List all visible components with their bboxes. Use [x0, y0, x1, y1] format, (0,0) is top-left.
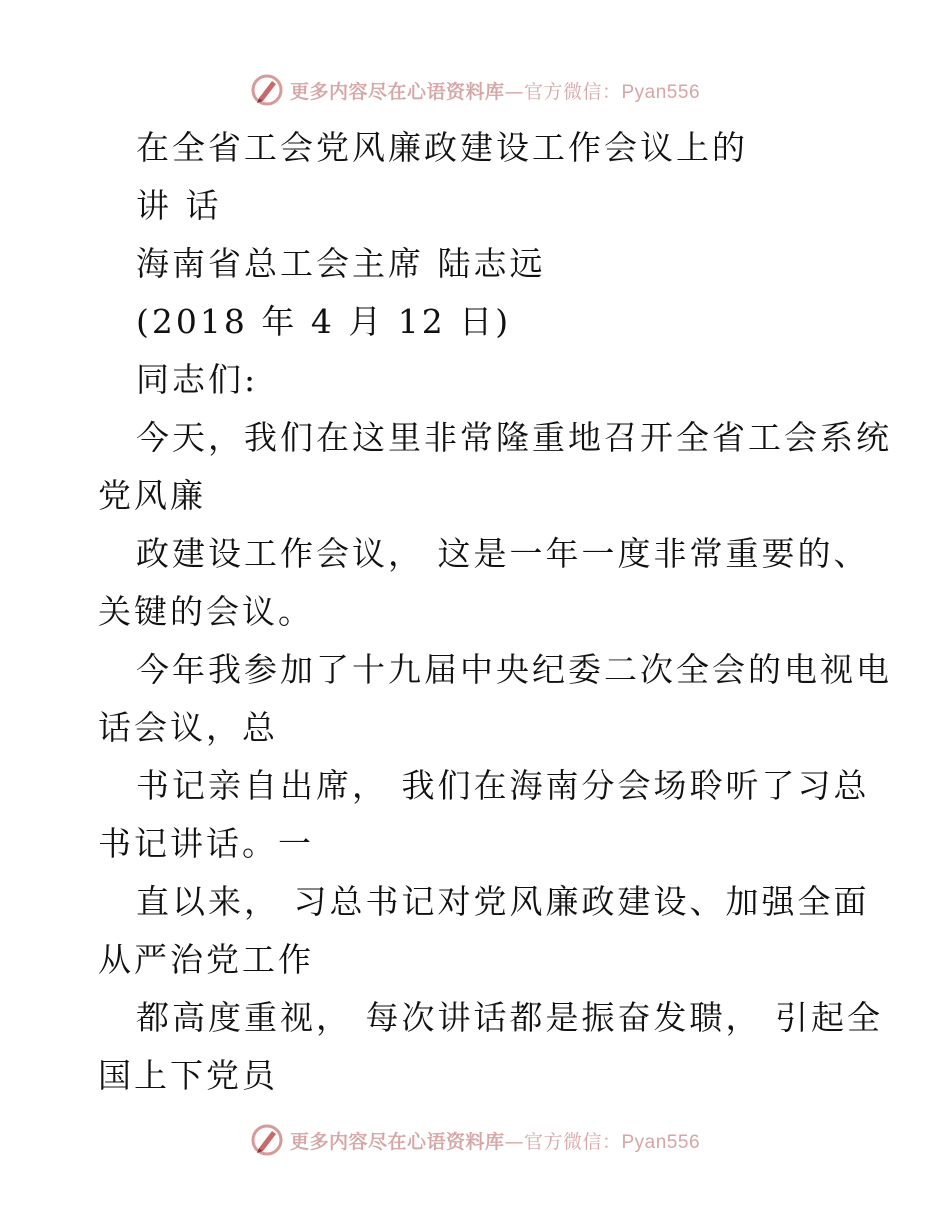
body-line: 直以来， 习总书记对党风廉政建设、加强全面: [136, 882, 870, 921]
watermark-text: [290, 1127, 700, 1154]
body-line: 话会议，总: [98, 708, 278, 747]
watermark-name: 更多内容尽在心语资料库: [289, 80, 505, 103]
footer-watermark: [0, 1120, 950, 1160]
title-line-2: 讲 话: [136, 186, 222, 225]
watermark-separator: —: [504, 80, 524, 103]
body-line: 今年我参加了十九届中央纪委二次全会的电视电: [136, 650, 892, 689]
watermark-channel: 官方微信：: [523, 80, 622, 103]
body-line: 书记讲话。一: [98, 824, 314, 863]
pen-logo-icon: [250, 1123, 284, 1157]
watermark-text: [290, 77, 700, 104]
watermark-id: Pyan556: [621, 1131, 701, 1153]
greeting-line: 同志们:: [136, 360, 259, 399]
title-line-1: 在全省工会党风廉政建设工作会议上的: [136, 128, 748, 167]
body-line: 今天，我们在这里非常隆重地召开全省工会系统: [136, 418, 892, 457]
body-line: 党风廉: [98, 476, 206, 515]
body-line: 从严治党工作: [98, 940, 314, 979]
watermark-id: Pyan556: [621, 81, 701, 103]
watermark-channel: 官方微信：: [523, 1130, 622, 1153]
body-line: 书记亲自出席， 我们在海南分会场聆听了习总: [136, 766, 870, 805]
speaker-line: 海南省总工会主席 陆志远: [136, 244, 546, 283]
header-watermark: [0, 70, 950, 110]
body-line: 都高度重视， 每次讲话都是振奋发聩， 引起全: [136, 998, 883, 1037]
body-line: 国上下党员: [98, 1056, 278, 1095]
body-line: 关键的会议。: [98, 592, 314, 631]
body-line: 政建设工作会议， 这是一年一度非常重要的、: [136, 534, 870, 573]
watermark-name: 更多内容尽在心语资料库: [289, 1130, 505, 1153]
watermark-separator: —: [504, 1130, 524, 1153]
pen-logo-icon: [250, 73, 284, 107]
date-line: (2018 年 4 月 12 日): [136, 302, 512, 341]
